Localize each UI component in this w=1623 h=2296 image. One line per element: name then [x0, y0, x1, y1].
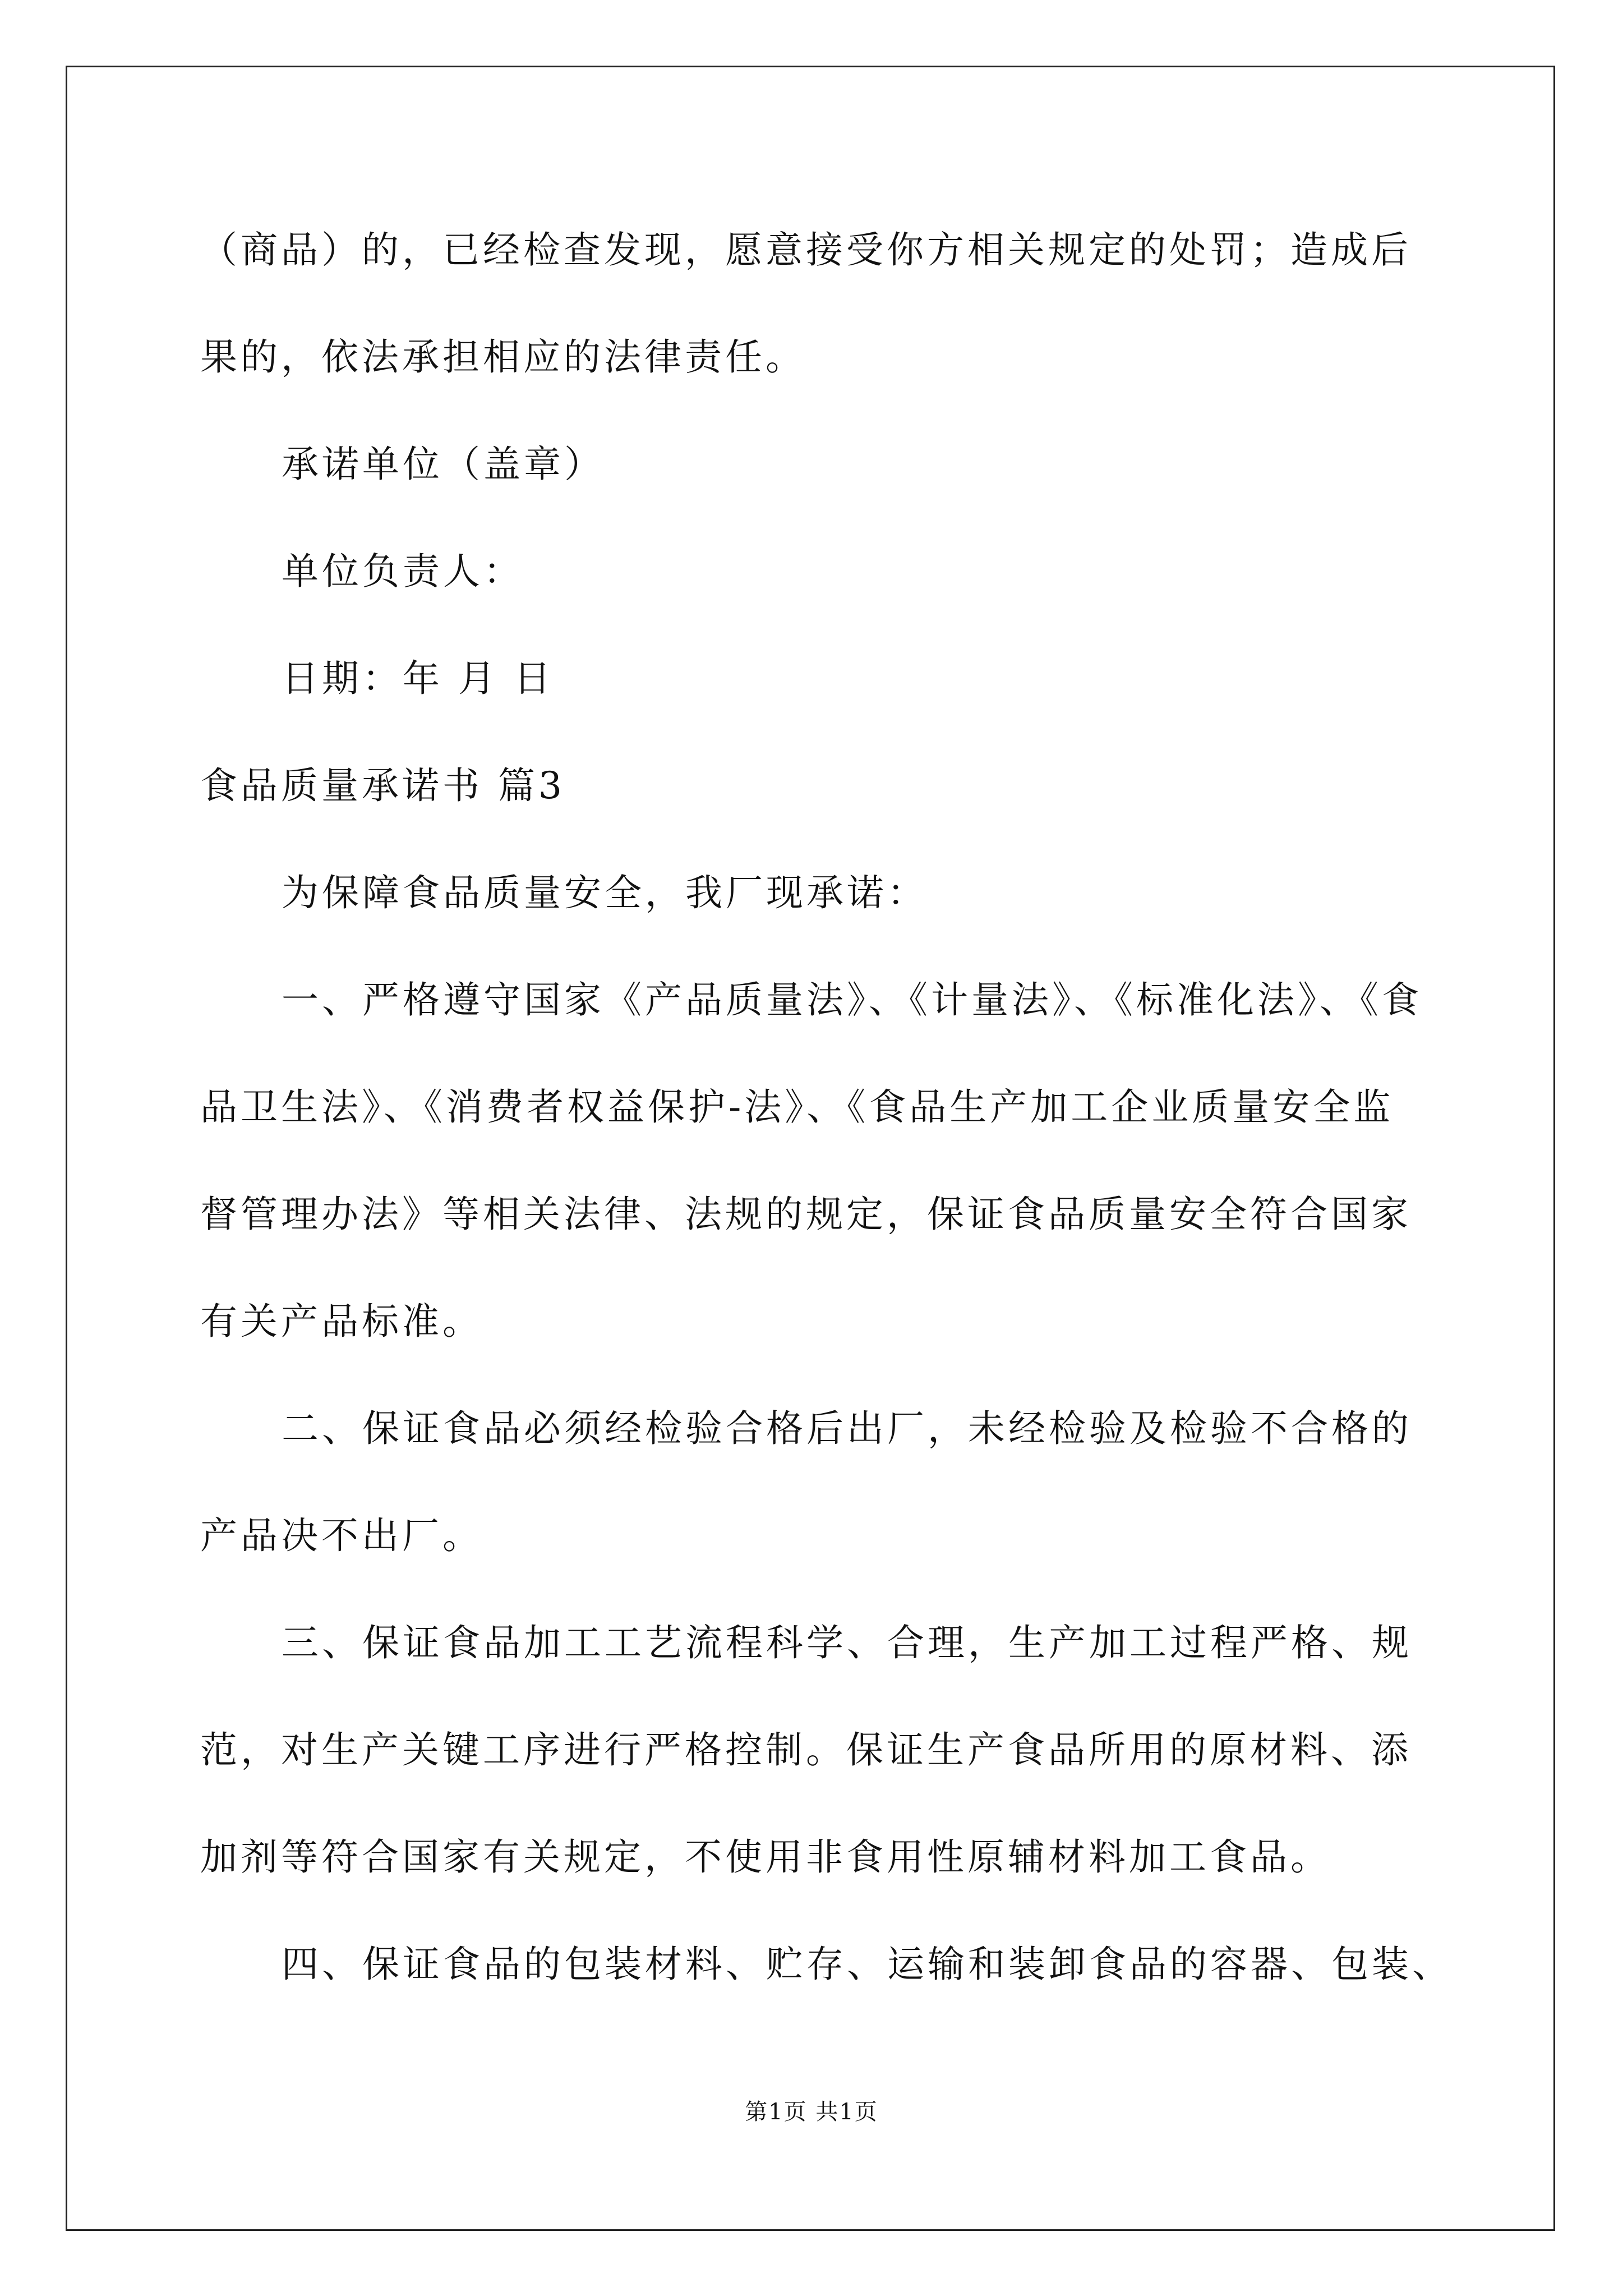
body-line: 为保障食品质量安全，我厂现承诺： [282, 871, 928, 914]
sign-responsible-person: 单位负责人： [282, 550, 524, 593]
sign-unit: 承诺单位（盖章） [282, 443, 605, 486]
body-line: 品卫生法》、《消费者权益保护-法》、《食品生产加工企业质量安全监 [200, 1085, 1394, 1129]
page-number-footer: 第1页 共1页 [745, 2099, 878, 2125]
body-line: 范，对生产关键工序进行严格控制。保证生产食品所用的原材料、添 [200, 1728, 1412, 1772]
body-line: 一、严格遵守国家《产品质量法》、《计量法》、《标准化法》、《食 [282, 978, 1422, 1022]
body-line: 有关产品标准。 [200, 1300, 483, 1343]
body-line: 产品决不出厂。 [200, 1514, 483, 1557]
body-line: 四、保证食品的包装材料、贮存、运输和装卸食品的容器、包装、 [282, 1943, 1453, 1986]
body-line: （商品）的，已经检查发现，愿意接受你方相关规定的处罚；造成后 [200, 228, 1412, 272]
section-title: 食品质量承诺书 篇3 [200, 764, 565, 807]
body-line: 二、保证食品必须经检验合格后出厂，未经检验及检验不合格的 [282, 1407, 1412, 1450]
body-line: 加剂等符合国家有关规定，不使用非食用性原辅材料加工食品。 [200, 1835, 1331, 1879]
page-border [66, 66, 1555, 2231]
body-line: 督管理办法》等相关法律、法规的规定，保证食品质量安全符合国家 [200, 1193, 1412, 1236]
body-line: 果的，依法承担相应的法律责任。 [200, 335, 806, 379]
body-line: 三、保证食品加工工艺流程科学、合理，生产加工过程严格、规 [282, 1621, 1412, 1664]
sign-date: 日期：年 月 日 [282, 657, 554, 700]
